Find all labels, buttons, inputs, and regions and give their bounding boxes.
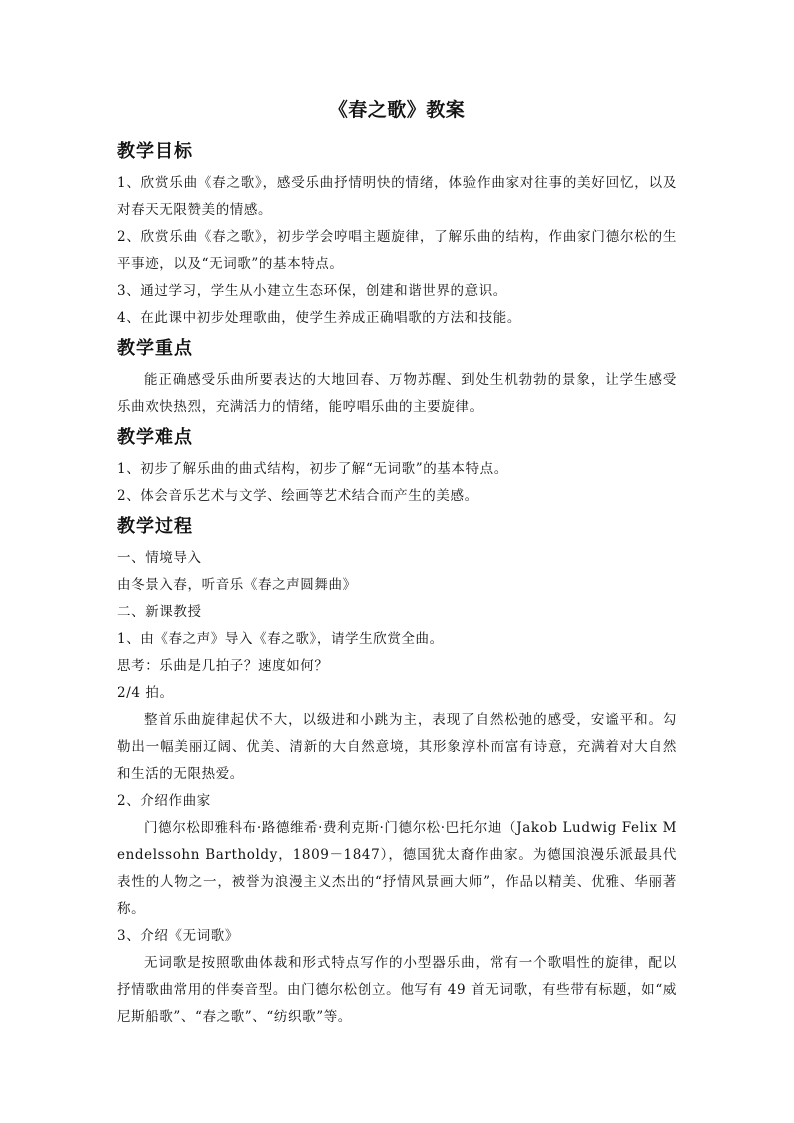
goal-item: 2、欣赏乐曲《春之歌》，初步学会哼唱主题旋律，了解乐曲的结构，作曲家门德尔松的生平事迹，以及“无词歌”的基本特点。: [117, 229, 677, 272]
key-points-paragraph: 能正确感受乐曲所要表达的大地回春、万物苏醒、到处生机勃勃的景象，让学生感受乐曲欢快热烈，充满活力的情绪，能哼唱乐曲的主要旋律。: [117, 372, 677, 415]
section-heading-process: 教学过程: [117, 516, 193, 537]
difficulty-item: 2、体会音乐艺术与文学、绘画等艺术结合而产生的美感。: [117, 488, 479, 504]
goal-item: 3、通过学习，学生从小建立生态环保，创建和谐世界的意识。: [117, 283, 507, 299]
process-subheading-intro: 一、情境导入: [117, 550, 202, 566]
composer-paragraph: 门德尔松即雅科布·路德维希·费利克斯·门德尔松·巴托尔迪（Jakob Ludwig Felix Mendelssohn Bartholdy，1809－1847），德国犹太裔作曲家。为德国浪漫乐派最具代表性的人物之一，被誉为浪漫主义杰出的“抒情风景画大师”，作品以精美、优雅、华丽著称。: [117, 820, 677, 917]
document-body: [117, 96, 677, 1031]
melody-description-paragraph: 整首乐曲旋律起伏不大，以级进和小跳为主，表现了自然松弛的感受，安谧平和。勾勒出一幅美丽辽阔、优美、清新的大自然意境，其形象淳朴而富有诗意，充满着对大自然和生活的无限热爱。: [117, 712, 677, 782]
section-heading-goals: 教学目标: [117, 141, 193, 162]
process-question: 思考：乐曲是几拍子？速度如何？: [117, 658, 329, 674]
section-process: [117, 513, 677, 1031]
process-answer: 2/4 拍。: [117, 685, 174, 701]
process-subheading-new-lesson: 二、新课教授: [117, 604, 202, 620]
songs-without-words-paragraph: 无词歌是按照歌曲体裁和形式特点写作的小型器乐曲，常有一个歌唱性的旋律，配以抒情歌曲常用的伴奏音型。由门德尔松创立。他写有 49 首无词歌，有些带有标题，如“威尼斯船歌”、“春之歌”、“纺织歌”等。: [117, 955, 677, 1025]
document-title: 《春之歌》教案: [328, 99, 466, 121]
section-heading-difficulties: 教学难点: [117, 427, 193, 448]
process-line: 由冬景入春，听音乐《春之声圆舞曲》: [117, 577, 357, 593]
section-key-points: [117, 335, 677, 421]
process-subheading-songs-without-words: 3、介绍《无词歌》: [117, 928, 239, 944]
section-heading-key-points: 教学重点: [117, 338, 193, 359]
difficulty-item: 1、初步了解乐曲的曲式结构，初步了解“无词歌”的基本特点。: [117, 461, 508, 477]
section-difficulties: [117, 424, 677, 510]
section-goals: [117, 138, 677, 332]
process-subheading-composer: 2、介绍作曲家: [117, 793, 211, 809]
goal-item: 4、在此课中初步处理歌曲，使学生养成正确唱歌的方法和技能。: [117, 310, 521, 326]
process-line: 1、由《春之声》导入《春之歌》，请学生欣赏全曲。: [117, 631, 444, 647]
goal-item: 1、欣赏乐曲《春之歌》，感受乐曲抒情明快的情绪，体验作曲家对往事的美好回忆，以及对春天无限赞美的情感。: [117, 175, 677, 218]
